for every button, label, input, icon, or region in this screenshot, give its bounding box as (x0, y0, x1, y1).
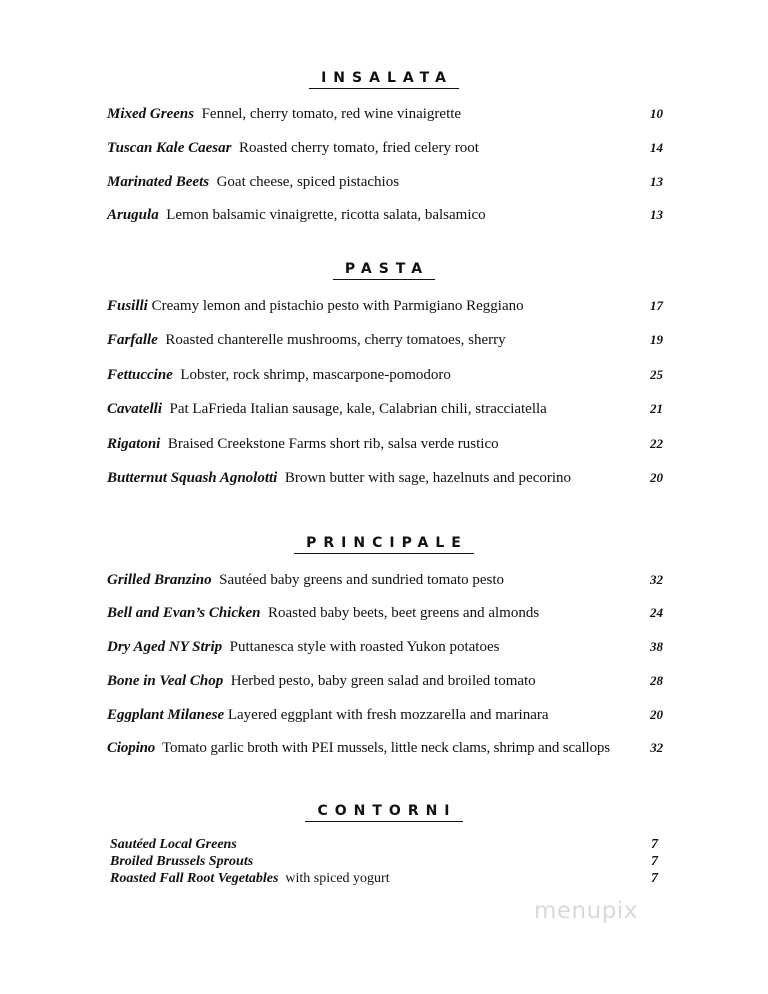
menu-item (107, 365, 663, 385)
item-name: Fettuccine (107, 367, 173, 383)
item-price: 38 (650, 639, 663, 654)
item-price: 32 (650, 740, 663, 755)
section-title-insalata: INSALATA (0, 70, 768, 89)
item-description: with spiced yogurt (285, 871, 390, 886)
item-name: Broiled Brussels Sprouts (110, 854, 254, 869)
item-name: Dry Aged NY Strip (107, 639, 223, 655)
menu-item (107, 637, 663, 657)
item-name: Sautéed Local Greens (110, 837, 237, 852)
menu-item (107, 172, 663, 192)
section-title-principale: PRINCIPALE (0, 535, 768, 554)
menu-item (107, 205, 663, 225)
item-name: Farfalle (107, 332, 158, 348)
item-name: Bone in Veal Chop (107, 673, 224, 689)
side-item (110, 853, 658, 870)
item-name: Grilled Branzino (107, 572, 212, 588)
menu-item (107, 468, 663, 488)
item-name: Roasted Fall Root Vegetables (110, 871, 279, 886)
item-name: Cavatelli (107, 401, 162, 417)
menu-item (107, 705, 663, 725)
item-description: Fennel, cherry tomato, red wine vinaigrette (201, 106, 462, 122)
item-description: Braised Creekstone Farms short rib, salsa verde rustico (167, 436, 499, 452)
item-description: Sautéed baby greens and sundried tomato pesto (219, 572, 505, 588)
item-description: Puttanesca style with roasted Yukon potatoes (229, 639, 500, 655)
item-description: Lemon balsamic vinaigrette, ricotta salata, balsamico (166, 207, 486, 223)
menu-item (107, 738, 663, 758)
item-price: 21 (650, 401, 663, 416)
item-name: Tuscan Kale Caesar (107, 140, 232, 156)
item-name: Mixed Greens (107, 106, 195, 122)
item-name: Fusilli (107, 298, 148, 314)
menu-item (107, 330, 663, 350)
item-name: Bell and Evan’s Chicken (107, 605, 261, 621)
item-price: 22 (650, 436, 663, 451)
item-name: Arugula (107, 207, 159, 223)
item-price: 20 (650, 707, 663, 722)
item-name: Eggplant Milanese (107, 707, 225, 723)
menu-item (107, 671, 663, 691)
menu-item (107, 570, 663, 590)
item-name: Marinated Beets (107, 174, 210, 190)
item-price: 24 (650, 605, 663, 620)
item-description: Lobster, rock shrimp, mascarpone-pomodoro (180, 367, 451, 383)
item-description: Goat cheese, spiced pistachios (216, 174, 400, 190)
menu-item (107, 296, 663, 316)
item-description: Layered eggplant with fresh mozzarella and marinara (227, 707, 549, 723)
menu-item (107, 104, 663, 124)
item-description: Herbed pesto, baby green salad and broiled tomato (230, 673, 536, 689)
item-price: 13 (650, 207, 663, 222)
item-price: 7 (651, 871, 658, 886)
item-description: Brown butter with sage, hazelnuts and pecorino (284, 470, 572, 486)
item-description: Roasted baby beets, beet greens and almonds (268, 605, 540, 621)
item-price: 32 (650, 572, 663, 587)
item-name: Ciopino (107, 740, 156, 756)
item-price: 7 (651, 837, 658, 852)
watermark: menupix (534, 898, 638, 924)
side-item (110, 836, 658, 853)
item-price: 17 (650, 298, 663, 313)
item-description: Roasted cherry tomato, fried celery root (238, 140, 479, 156)
menu-item (107, 138, 663, 158)
menu-item (107, 603, 663, 623)
item-price: 13 (650, 174, 663, 189)
item-price: 7 (651, 854, 658, 869)
item-price: 25 (650, 367, 663, 382)
item-description: Tomato garlic broth with PEI mussels, little neck clams, shrimp and scallops (162, 740, 610, 756)
item-name: Rigatoni (107, 436, 161, 452)
item-price: 20 (650, 470, 663, 485)
section-title-pasta: PASTA (0, 261, 768, 280)
item-price: 10 (650, 106, 663, 121)
menu-item (107, 399, 663, 419)
item-description: Pat LaFrieda Italian sausage, kale, Calabrian chili, stracciatella (169, 401, 547, 417)
item-description: Creamy lemon and pistachio pesto with Parmigiano Reggiano (151, 298, 524, 314)
section-title-contorni: CONTORNI (0, 803, 768, 822)
item-price: 28 (650, 673, 663, 688)
side-item (110, 870, 658, 887)
item-price: 19 (650, 332, 663, 347)
menu-item (107, 434, 663, 454)
item-description: Roasted chanterelle mushrooms, cherry tomatoes, sherry (165, 332, 506, 348)
item-price: 14 (650, 140, 663, 155)
item-name: Butternut Squash Agnolotti (107, 470, 278, 486)
